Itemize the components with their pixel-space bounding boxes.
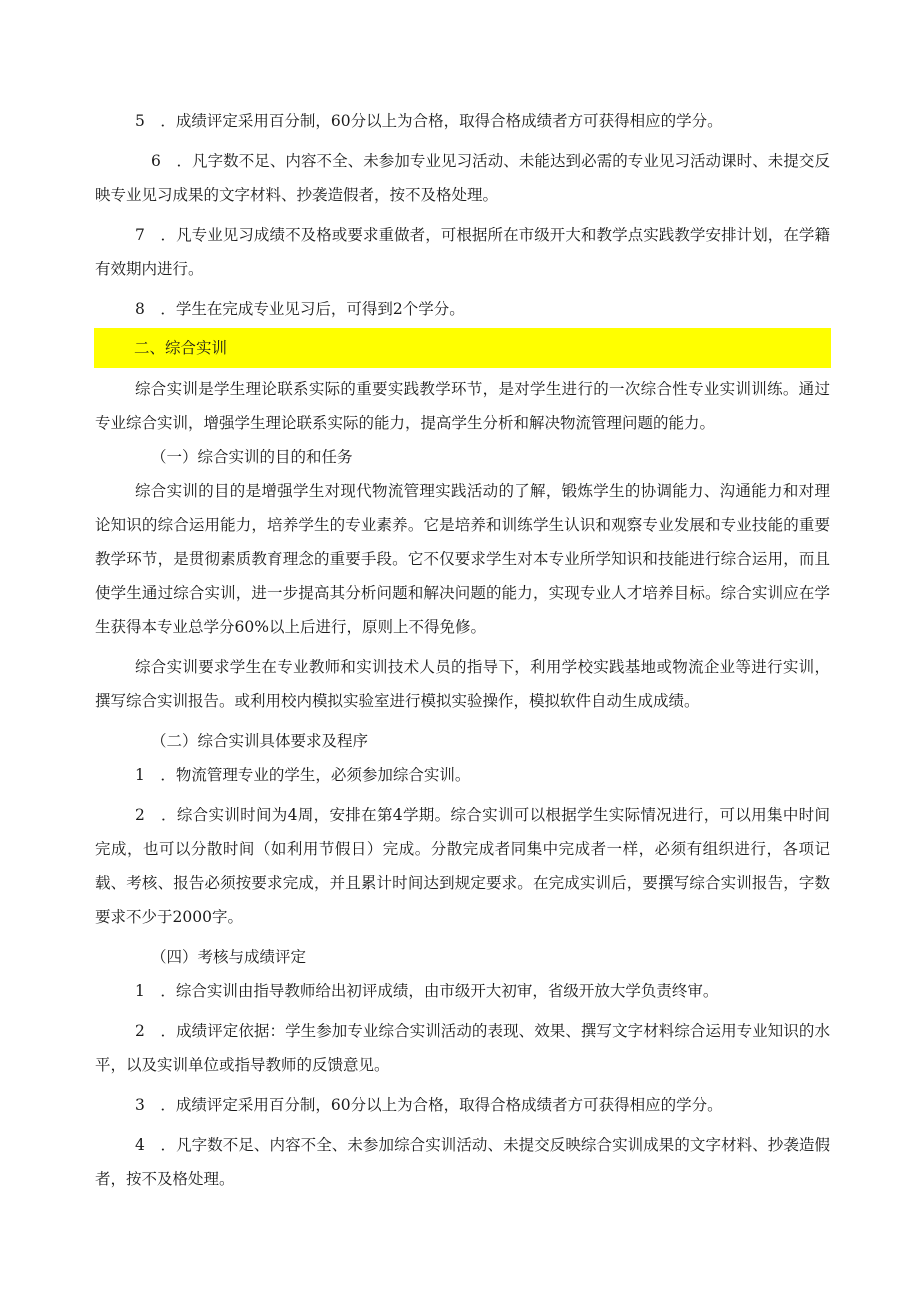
subsection-heading-purpose: （一）综合实训的目的和任务 (151, 448, 353, 466)
requirement-item-2: 2 ．综合实训时间为4周，安排在第4学期。综合实训可以根据学生实际情况进行，可以用集中时间完成，也可以分散时间（如利用节假日）完成。分散完成者同集中完成者一样，必须有组织进行，各项记载、考核、报告必须按要求完成，并且累计时间达到规定要求。在完成实训后，要撰写综合实训报告，字数要求不少于2000字。 (95, 806, 830, 926)
assessment-item-3: 3 ．成绩评定采用百分制，60分以上为合格，取得合格成绩者方可获得相应的学分。 (135, 1096, 723, 1114)
subsection-heading-requirements: （二）综合实训具体要求及程序 (151, 732, 369, 750)
section-heading-comprehensive-training: 二、综合实训 (94, 328, 831, 368)
paragraph-item-5: 5 ．成绩评定采用百分制，60分以上为合格，取得合格成绩者方可获得相应的学分。 (135, 112, 723, 130)
document-page (95, 104, 830, 1196)
requirement-item-1: 1 ．物流管理专业的学生，必须参加综合实训。 (135, 766, 471, 784)
purpose-paragraph-2: 综合实训要求学生在专业教师和实训技术人员的指导下，利用学校实践基地或物流企业等进行实训，撰写综合实训报告。或利用校内模拟实验室进行模拟实验操作，模拟软件自动生成成绩。 (95, 658, 830, 710)
assessment-item-1: 1 ．综合实训由指导教师给出初评成绩，由市级开大初审，省级开放大学负责终审。 (135, 982, 719, 1000)
purpose-paragraph-1: 综合实训的目的是增强学生对现代物流管理实践活动的了解，锻炼学生的协调能力、沟通能力和对理论知识的综合运用能力，培养学生的专业素养。它是培养和训练学生认识和观察专业发展和专业技能的重要教学环节，是贯彻素质教育理念的重要手段。它不仅要求学生对本专业所学知识和技能进行综合运用，而且使学生通过综合实训，进一步提高其分析问题和解决问题的能力，实现专业人才培养目标。综合实训应在学生获得本专业总学分60%以上后进行，原则上不得免修。 (95, 482, 830, 636)
assessment-item-4: 4 ．凡字数不足、内容不全、未参加综合实训活动、未提交反映综合实训成果的文字材料、抄袭造假者，按不及格处理。 (95, 1136, 830, 1188)
paragraph-item-8: 8 ．学生在完成专业见习后，可得到2个学分。 (135, 300, 465, 318)
intro-paragraph: 综合实训是学生理论联系实际的重要实践教学环节，是对学生进行的一次综合性专业实训训练。通过专业综合实训，增强学生理论联系实际的能力，提高学生分析和解决物流管理问题的能力。 (95, 380, 830, 432)
assessment-item-2: 2 ．成绩评定依据：学生参加专业综合实训活动的表现、效果、撰写文字材料综合运用专业知识的水平，以及实训单位或指导教师的反馈意见。 (95, 1022, 830, 1074)
paragraph-item-7: 7 ．凡专业见习成绩不及格或要求重做者，可根据所在市级开大和教学点实践教学安排计划，在学籍有效期内进行。 (95, 226, 830, 278)
paragraph-item-6: 6 ．凡字数不足、内容不全、未参加专业见习活动、未能达到必需的专业见习活动课时、未提交反映专业见习成果的文字材料、抄袭造假者，按不及格处理。 (95, 152, 830, 204)
subsection-heading-assessment: （四）考核与成绩评定 (151, 948, 307, 966)
